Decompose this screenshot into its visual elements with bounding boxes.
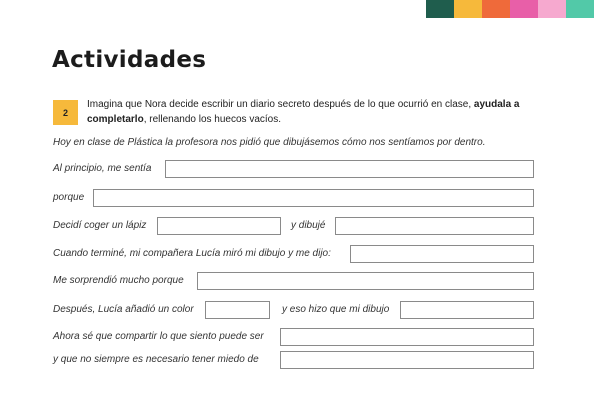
row5-label: Me sorprendió mucho porque [53, 275, 184, 286]
row8-label: y que no siempre es necesario tener miedo de [53, 354, 259, 365]
row6-label: Después, Lucía añadió un color [53, 304, 194, 315]
activity-number-badge: 2 [53, 100, 78, 125]
because-input[interactable] [93, 189, 534, 207]
color-swatch-orange [482, 0, 510, 18]
color-added-input[interactable] [205, 301, 270, 319]
fear-input[interactable] [280, 351, 534, 369]
row3-label: Decidí coger un lápiz [53, 220, 147, 231]
row6-label-2: y eso hizo que mi dibujo [282, 304, 390, 315]
drew-input[interactable] [335, 217, 534, 235]
color-swatch-yellow [454, 0, 482, 18]
pencil-input[interactable] [157, 217, 281, 235]
color-swatch-light-pink [538, 0, 566, 18]
feeling-start-input[interactable] [165, 160, 534, 178]
page-title: Actividades [52, 47, 207, 73]
row2-label: porque [53, 192, 85, 203]
color-swatch-teal [566, 0, 594, 18]
drawing-result-input[interactable] [400, 301, 534, 319]
lucia-said-input[interactable] [350, 245, 534, 263]
diary-intro: Hoy en clase de Plástica la profesora nos pidió que dibujásemos cómo nos sentíamos por dentro. [53, 137, 486, 148]
color-swatch-green [426, 0, 454, 18]
row3-label-2: y dibujé [291, 220, 326, 231]
activity-instruction [87, 97, 547, 127]
instruction-text-end: , rellenando los huecos vacíos. [143, 114, 281, 125]
color-bar [426, 0, 594, 18]
sharing-input[interactable] [280, 328, 534, 346]
surprised-because-input[interactable] [197, 272, 534, 290]
instruction-text: Imagina que Nora decide escribir un diario secreto después de lo que ocurrió en clase, [87, 99, 474, 110]
row1-label: Al principio, me sentía [53, 163, 152, 174]
row7-label: Ahora sé que compartir lo que siento puede ser [53, 331, 264, 342]
instruction-emphasis: ayudala a completarlo [87, 99, 520, 125]
color-swatch-pink [510, 0, 538, 18]
row4-label: Cuando terminé, mi compañera Lucía miró mi dibujo y me dijo: [53, 248, 331, 259]
